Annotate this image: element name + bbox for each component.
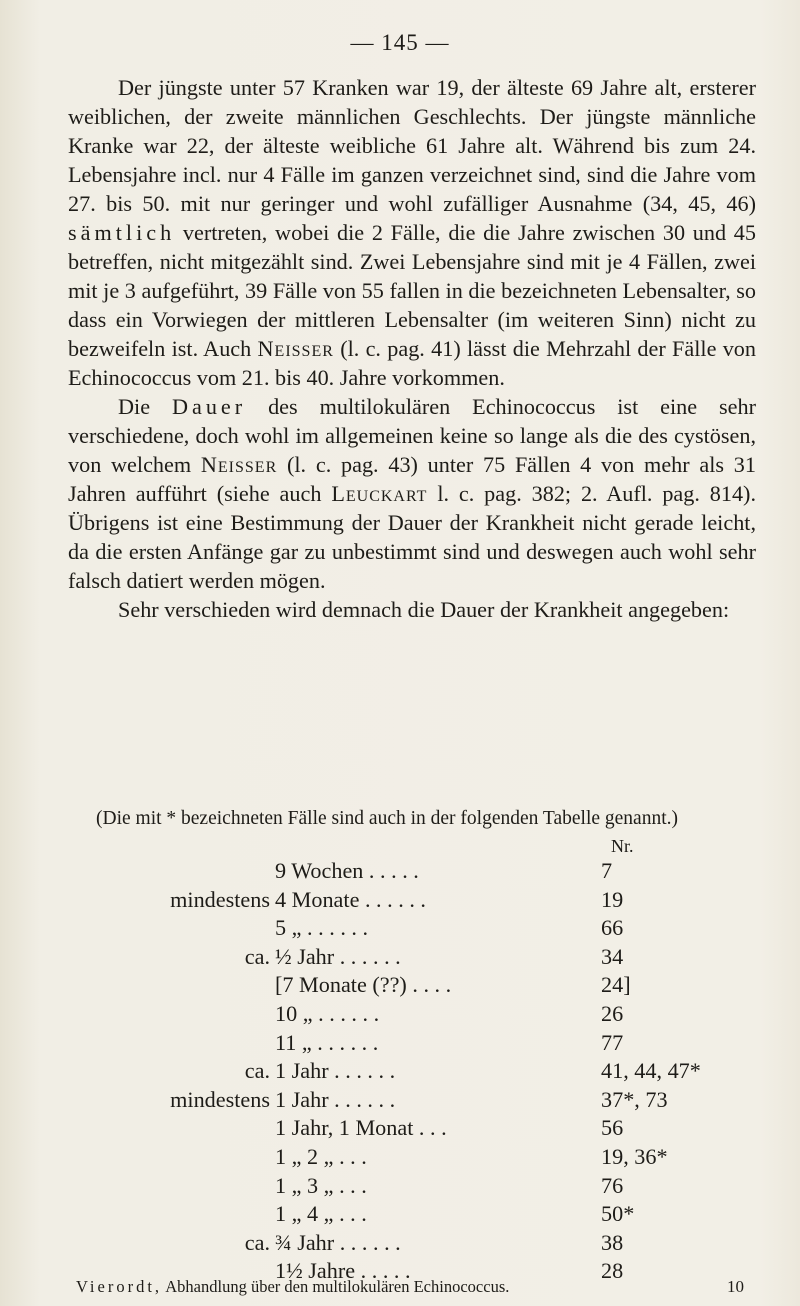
- row-prefix: ca.: [244, 1229, 270, 1255]
- table-row: [0, 1115, 800, 1143]
- author-reference: Neisser: [257, 336, 334, 361]
- row-duration: 1 Jahr, 1 Monat . . .: [275, 1115, 447, 1141]
- text-run: des multilokulären Echinococcus ist eine sehr verschiedene, doch wohl im allgemeinen keine so lange als die des cystösen, von welchem: [68, 394, 756, 477]
- row-duration: 1 „ 2 „ . . .: [275, 1144, 367, 1169]
- row-case-numbers: 38: [601, 1229, 624, 1255]
- nr-column-header: Nr.: [611, 836, 634, 856]
- body-text: [68, 73, 756, 624]
- row-case-numbers: 19, 36*: [601, 1144, 668, 1169]
- table-row: [0, 1230, 800, 1258]
- table-row: [0, 1030, 800, 1058]
- table-row: [0, 1058, 800, 1086]
- row-duration: 4 Monate . . . . . .: [275, 886, 426, 912]
- table-row: [0, 887, 800, 915]
- row-case-numbers: 34: [601, 943, 624, 969]
- row-case-numbers: 76: [601, 1172, 624, 1198]
- row-duration: 10 „ . . . . . .: [275, 1001, 380, 1026]
- row-duration: ¾ Jahr . . . . . .: [275, 1229, 401, 1255]
- text-run: Der jüngste unter 57 Kranken war 19, der älteste 69 Jahre alt, ersterer weiblichen, der zweite männlichen Geschlechts. Der jüngste männliche Kranke war 22, der älteste weibliche 61 Jahre alt. Während bis zum 24. Lebensjahre incl. nur 4 Fälle im ganzen verzeichnet sind, sind die Jahre vom 27. bis 50. mit nur geringer und wohl zufälliger Ausnahme (34, 45, 46): [68, 75, 756, 216]
- table-row: [0, 915, 800, 943]
- text-run: (l. c. pag. 41) lässt die Mehrzahl der Fälle von Echinococcus vom 21. bis 40. Jahre vorkommen.: [68, 336, 756, 390]
- row-case-numbers: 77: [601, 1029, 624, 1055]
- row-case-numbers: 37*, 73: [601, 1086, 668, 1112]
- footer-title: Abhandlung über den multilokulären Echinococcus.: [162, 1277, 510, 1296]
- text-run: (l. c. pag. 43) unter 75 Fällen 4 von mehr als 31 Jahren aufführt (siehe auch: [68, 452, 756, 506]
- table-row: [0, 944, 800, 972]
- table-note: (Die mit * bezeichneten Fälle sind auch in der folgenden Tabelle genannt.): [96, 808, 678, 829]
- row-case-numbers: 24]: [601, 972, 631, 998]
- row-prefix: mindestens: [170, 1086, 270, 1112]
- row-duration: 1 Jahr . . . . . .: [275, 1086, 396, 1112]
- row-duration: [7 Monate (??) . . . .: [275, 972, 452, 998]
- table-row: [0, 1144, 800, 1172]
- footer-author: Vierordt,: [76, 1277, 163, 1296]
- row-case-numbers: 56: [601, 1115, 624, 1141]
- text-run: vertreten, wobei die 2 Fälle, die die Jahre zwischen 30 und 45 betreffen, nicht mitgezählt sind. Zwei Lebensjahre sind mit je 4 Fällen, zwei mit je 3 aufgeführt, 39 Fälle von 55 fallen in die bezeichneten Lebensalter, so dass ein Vorwiegen der mittleren Lebensalter (im weiteren Sinn) nicht zu bezweifeln ist. Auch: [68, 220, 756, 361]
- row-duration: 1½ Jahre . . . . .: [275, 1258, 411, 1284]
- author-reference: Leuckart: [331, 481, 428, 506]
- row-prefix: ca.: [244, 1058, 270, 1084]
- emphasis-text: Dauer: [171, 394, 247, 419]
- paragraph-2: [68, 392, 756, 595]
- author-reference: Neisser: [200, 452, 278, 477]
- paragraph-1: [68, 73, 756, 392]
- row-duration: 5 „ . . . . . .: [275, 915, 369, 941]
- row-case-numbers: 28: [601, 1258, 624, 1284]
- row-duration: 9 Wochen . . . . .: [275, 858, 419, 883]
- row-case-numbers: 26: [601, 1001, 624, 1026]
- page-number: — 145 —: [350, 30, 450, 55]
- footer: [76, 1277, 509, 1297]
- table-row: [0, 1173, 800, 1201]
- table-row: [0, 858, 800, 886]
- emphasis-text: sämtlich: [68, 220, 176, 245]
- table-row: [0, 972, 800, 1000]
- row-duration: 1 „ 4 „ . . .: [275, 1201, 367, 1227]
- row-duration: ½ Jahr . . . . . .: [275, 943, 401, 969]
- row-prefix: ca.: [244, 943, 270, 969]
- row-case-numbers: 7: [601, 858, 613, 883]
- row-case-numbers: 66: [601, 915, 624, 941]
- table-row: [0, 1001, 800, 1029]
- row-prefix: mindestens: [170, 886, 270, 912]
- text-run: Die: [118, 394, 172, 419]
- row-duration: 1 Jahr . . . . . .: [275, 1058, 396, 1084]
- row-case-numbers: 41, 44, 47*: [601, 1058, 701, 1084]
- row-case-numbers: 19: [601, 886, 624, 912]
- table-row: [0, 1201, 800, 1229]
- row-case-numbers: 50*: [601, 1201, 635, 1227]
- text-run: l. c. pag. 382; 2. Aufl. pag. 814). Übrigens ist eine Bestimmung der Dauer der Krankheit nicht gerade leicht, da die ersten Anfänge gar zu unbestimmt sind und deswegen auch wohl sehr falsch datiert werden mögen.: [68, 481, 756, 593]
- signature-mark: 10: [727, 1277, 744, 1296]
- row-duration: 1 „ 3 „ . . .: [275, 1172, 367, 1198]
- paragraph-3: [68, 595, 756, 624]
- text-run: Sehr verschieden wird demnach die Dauer der Krankheit angegeben:: [118, 597, 730, 622]
- row-duration: 11 „ . . . . . .: [275, 1029, 379, 1055]
- table-row: [0, 1087, 800, 1115]
